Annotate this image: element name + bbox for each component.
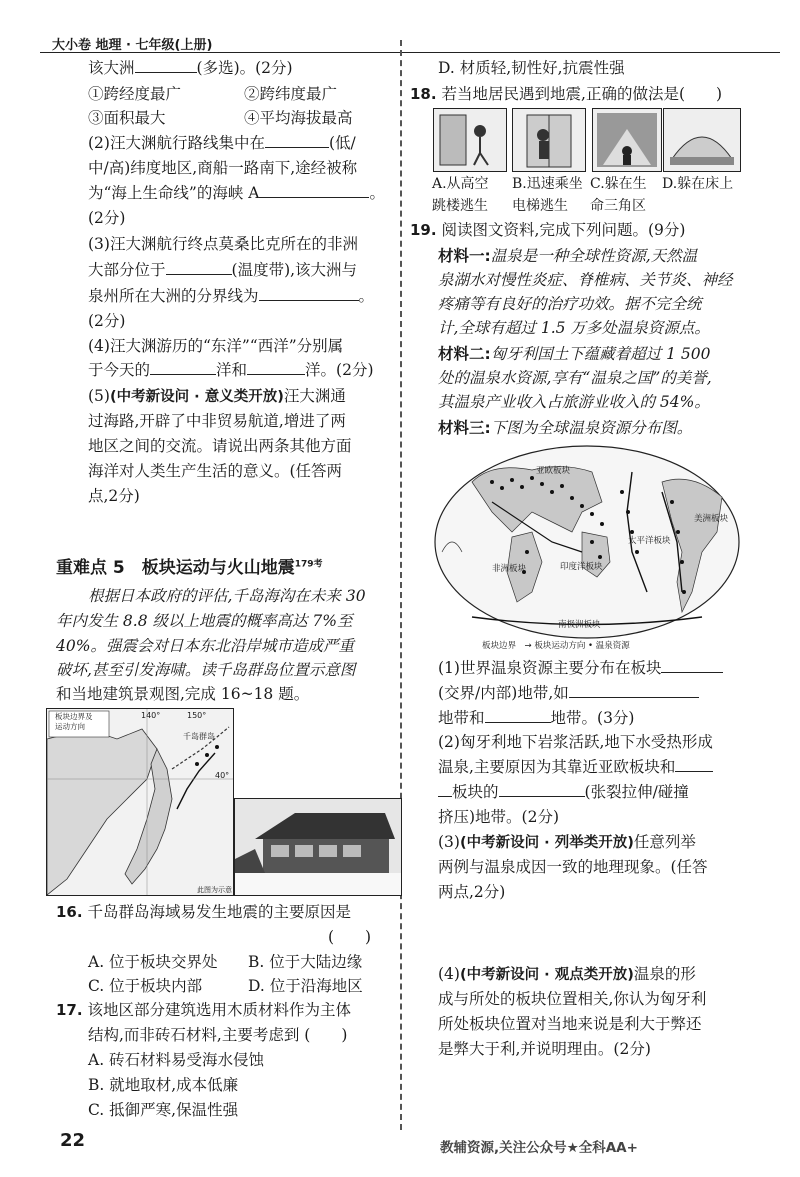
- q15-part2-line3: 为“海上生命线”的海峡 A 。: [88, 181, 385, 205]
- q15-part3-line2: 大部分位于 (温度带),该大洲与: [88, 258, 357, 282]
- bed-hide-icon: [664, 109, 740, 171]
- q17-stem-line2: 结构,而非砖石材料,主要考虑到 ( ): [88, 1026, 348, 1044]
- running-header: 大小卷 地理 · 七年级(上册): [52, 38, 213, 53]
- q15-line1: 该大洲 (多选)。(2分): [88, 56, 293, 80]
- label-indian-plate: 印度洋板块: [560, 562, 603, 572]
- q17-stem-line1: 17. 该地区部分建筑选用木质材料作为主体: [56, 1001, 352, 1019]
- material1-line3: 疼痛等有良好的治疗功效。据不完全统: [438, 295, 702, 313]
- material1-label: 材料一:: [438, 247, 491, 265]
- q19-part4-line1: (4)(中考新设问 · 观点类开放)温泉的形: [438, 965, 696, 983]
- intro-line3: 40%。强震会对日本东北沿岸城市造成严重: [56, 637, 354, 655]
- q15-part3-score: (2分): [88, 312, 126, 330]
- world-hotspring-map: [432, 442, 742, 654]
- intro-line5: 和当地建筑景观图,完成 16~18 题。: [56, 685, 310, 703]
- q19-part2-line3: 板块的 (张裂拉伸/碰撞: [438, 780, 689, 804]
- q16-stem: 16. 千岛群岛海域易发生地震的主要原因是: [56, 903, 352, 921]
- footer-note: 教辅资源,关注公众号★全科AA+: [440, 1140, 638, 1156]
- world-map-drawing: [432, 442, 742, 642]
- q19-part3-line2: 两例与温泉成因一致的地理现象。(任答: [438, 858, 708, 876]
- label-american-plate: 美洲板块: [694, 514, 729, 524]
- q17-option-c[interactable]: C. 抵御严寒,保温性强: [88, 1101, 239, 1119]
- material2-line3: 其温泉产业收入占旅游业收入的 54%。: [438, 393, 710, 411]
- building-photo: [234, 798, 402, 896]
- kuril-map-legend: 板块边界及 运动方向: [55, 712, 93, 731]
- q19-part1-line2: (交界/内部)地带,如: [438, 681, 699, 705]
- q15-part5-line1: (5)(中考新设问 · 意义类开放)汪大渊通: [88, 387, 346, 405]
- intro-line1: 根据日本政府的评估,千岛海沟在未来 30: [88, 587, 366, 605]
- label-eurasian-plate: 亚欧板块: [536, 466, 571, 476]
- q16-option-b[interactable]: B. 位于大陆边缘: [248, 953, 363, 971]
- label-pacific-plate: 太平洋板块: [628, 536, 671, 546]
- q18-image-a: [433, 108, 507, 172]
- q19-part3-tag: (中考新设问 · 列举类开放): [459, 835, 634, 851]
- elevator-icon: [513, 109, 585, 171]
- q15-part5-line5: 点,2分): [88, 487, 140, 505]
- q18-option-a[interactable]: A.从高空 跳楼逃生: [432, 176, 489, 214]
- world-map-legend: 板块边界 → 板块运动方向 • 温泉资源: [482, 641, 630, 651]
- q17-option-a[interactable]: A. 砖石材料易受海水侵蚀: [88, 1051, 265, 1069]
- q15-part5-line2: 过海路,开辟了中非贸易航道,增进了两: [88, 412, 346, 430]
- q19-part4-line4: 是弊大于利,并说明理由。(2分): [438, 1040, 651, 1058]
- q16-option-c[interactable]: C. 位于板块内部: [88, 977, 203, 995]
- material1-line2: 泉湖水对慢性炎症、脊椎病、关节炎、神经: [438, 271, 733, 289]
- q18-stem: 18. 若当地居民遇到地震,正确的做法是( ): [410, 85, 723, 103]
- kuril-map-label: 千岛群岛: [183, 732, 215, 741]
- material2-line1: 材料二:匈牙利国土下蕴藏着超过 1 500: [438, 345, 711, 363]
- material3-label: 材料三:: [438, 419, 491, 437]
- q16-option-d[interactable]: D. 位于沿海地区: [248, 977, 363, 995]
- triangle-zone-icon: [593, 109, 661, 171]
- q16-option-a[interactable]: A. 位于板块交界处: [88, 953, 218, 971]
- material1-line1: 材料一:温泉是一种全球性资源,天然温: [438, 247, 698, 265]
- wooden-building-icon: [235, 799, 401, 895]
- q15-part4-line1: (4)汪大渊游历的“东洋”“西洋”分别属: [88, 337, 344, 355]
- material2-line2: 处的温泉水资源,享有“温泉之国”的美誉,: [438, 369, 712, 387]
- q19-part1-line3: 地带和 地带。(3分): [438, 706, 634, 730]
- q18-option-d[interactable]: D.躲在床上: [662, 176, 734, 192]
- header-rule: [40, 52, 780, 53]
- q18-option-c[interactable]: C.躲在生 命三角区: [590, 176, 647, 214]
- material1-line4: 计,全球有超过 1.5 万多处温泉资源点。: [438, 319, 710, 337]
- jump-building-icon: [434, 109, 506, 171]
- q15-option2: ②跨纬度最广: [244, 85, 338, 103]
- material3-line1: 材料三:下图为全球温泉资源分布图。: [438, 419, 693, 437]
- q19-part4-tag: (中考新设问 · 观点类开放): [459, 967, 634, 983]
- kuril-map: [46, 708, 234, 896]
- q15-part5-line3: 地区之间的交流。请说出两条其他方面: [88, 437, 352, 455]
- q15-part5-tag: (中考新设问 · 意义类开放): [109, 389, 284, 405]
- q19-part2-line1: (2)匈牙利地下岩浆活跃,地下水受热形成: [438, 733, 713, 751]
- section-heading: 重难点 5 板块运动与火山地震$^{179考}$: [56, 558, 323, 578]
- q15-part2-line2: 中/高)纬度地区,商船一路南下,途经被称: [88, 159, 358, 177]
- intro-line4: 破坏,甚至引发海啸。读千岛群岛位置示意图: [56, 661, 356, 679]
- q19-part4-line2: 成与所处的板块位置相关,你认为匈牙利: [438, 990, 707, 1008]
- q19-part2-line4: 挤压)地带。(2分): [438, 808, 560, 826]
- q19-part3-line1: (3)(中考新设问 · 列举类开放)任意列举: [438, 833, 696, 851]
- q19-stem: 19. 阅读图文资料,完成下列问题。(9分): [410, 221, 686, 239]
- kuril-map-lon2: 150°: [187, 711, 207, 720]
- q15-part4-line2: 于今天的 洋和 洋。(2分): [88, 358, 374, 382]
- q17-option-b[interactable]: B. 就地取材,成本低廉: [88, 1076, 239, 1094]
- q15-option3: ③面积最大: [88, 109, 166, 127]
- label-antarctic-plate: 南极洲板块: [558, 620, 601, 630]
- q18-image-d: [663, 108, 741, 172]
- q19-part1-line1: (1)世界温泉资源主要分布在板块: [438, 656, 723, 680]
- kuril-map-lon: 140°: [141, 711, 161, 720]
- intro-line2: 年内发生 8.8 级以上地震的概率高达 7%至: [56, 612, 353, 630]
- q19-part4-line3: 所处板块位置对当地来说是利大于弊还: [438, 1015, 702, 1033]
- q18-answer-paren[interactable]: ( ): [678, 85, 723, 103]
- q15-part2-line1: (2)汪大渊航行路线集中在 (低/: [88, 131, 356, 155]
- q17-option-d[interactable]: D. 材质轻,韧性好,抗震性强: [438, 59, 625, 77]
- q16-answer-paren[interactable]: ( ): [328, 928, 372, 946]
- q17-answer-paren[interactable]: ( ): [304, 1026, 348, 1044]
- q18-option-b[interactable]: B.迅速乘坐 电梯逃生: [512, 176, 583, 214]
- material2-label: 材料二:: [438, 345, 491, 363]
- q18-image-b: [512, 108, 586, 172]
- q15-part3-line3: 泉州所在大洲的分界线为 。: [88, 284, 374, 308]
- q15-part2-score: (2分): [88, 209, 126, 227]
- q15-option4: ④平均海拔最高: [244, 109, 353, 127]
- q15-part3-line1: (3)汪大渊航行终点莫桑比克所在的非洲: [88, 235, 358, 253]
- q19-part3-line3: 两点,2分): [438, 883, 506, 901]
- page-number: 22: [60, 1130, 86, 1151]
- kuril-map-corner: 此图为示意: [197, 886, 232, 894]
- q15-part5-line4: 海洋对人类生产生活的意义。(任答两: [88, 462, 343, 480]
- label-african-plate: 非洲板块: [492, 564, 527, 574]
- q19-part2-line2: 温泉,主要原因为其靠近亚欧板块和: [438, 755, 713, 779]
- q15-option1: ①跨经度最广: [88, 85, 182, 103]
- kuril-map-lat: 40°: [215, 771, 230, 780]
- column-divider: [400, 40, 402, 1130]
- q18-image-c: [592, 108, 662, 172]
